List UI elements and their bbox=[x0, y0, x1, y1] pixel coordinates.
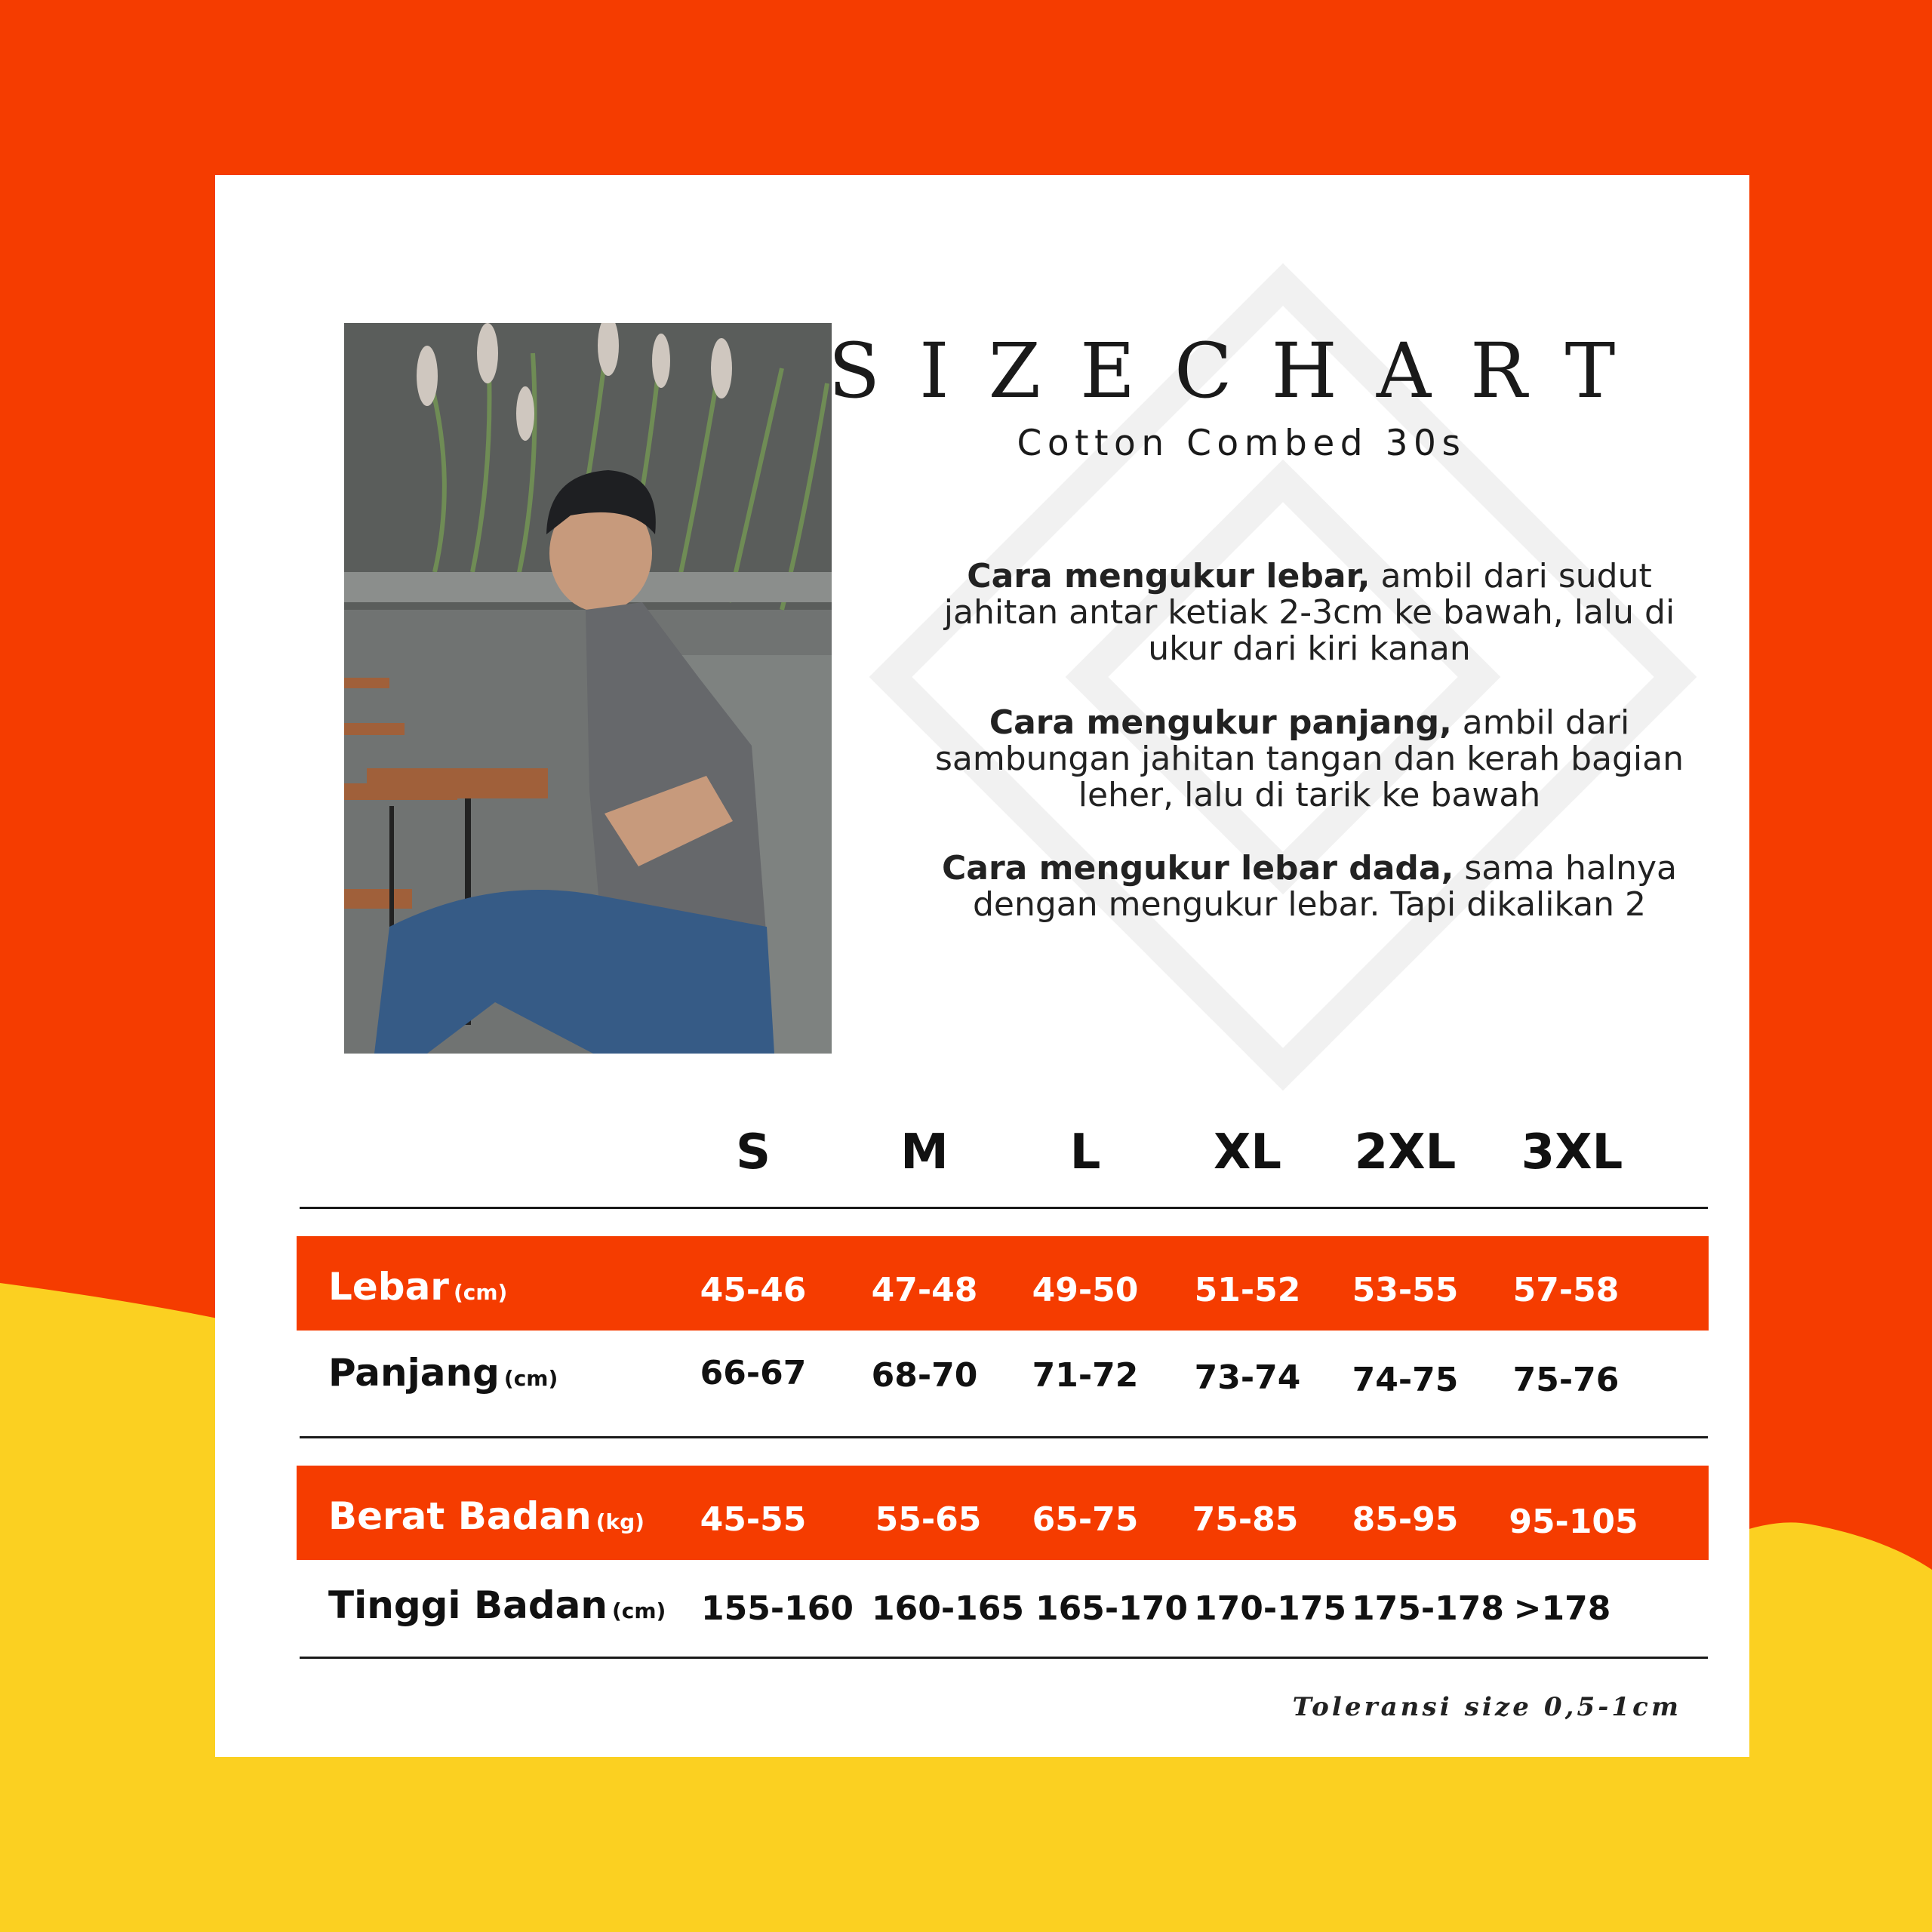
instruction-length: Cara mengukur panjang, ambil dari sambungan jahitan tangan dan kerah bagian leher, lalu di tarik ke bawah bbox=[934, 703, 1684, 814]
cell-panjang-m: 68-70 bbox=[871, 1356, 978, 1395]
model-photo bbox=[344, 323, 832, 1054]
cell-lebar-xl: 51-52 bbox=[1194, 1271, 1301, 1309]
cell-berat-l: 65-75 bbox=[1032, 1500, 1139, 1539]
cell-tinggi-3xl: >178 bbox=[1513, 1589, 1611, 1628]
cell-berat-2xl: 85-95 bbox=[1352, 1500, 1459, 1539]
cell-tinggi-s: 155-160 bbox=[701, 1589, 854, 1628]
cell-berat-s: 45-55 bbox=[700, 1500, 807, 1539]
cell-tinggi-2xl: 175-178 bbox=[1352, 1589, 1504, 1628]
divider-top bbox=[300, 1207, 1708, 1209]
divider-bottom bbox=[300, 1657, 1708, 1659]
cell-lebar-s: 45-46 bbox=[700, 1271, 807, 1309]
cell-panjang-2xl: 74-75 bbox=[1352, 1361, 1459, 1399]
tolerance-note: Toleransi size 0,5-1cm bbox=[1292, 1692, 1681, 1722]
cell-tinggi-l: 165-170 bbox=[1035, 1589, 1188, 1628]
cell-berat-xl: 75-85 bbox=[1192, 1500, 1299, 1539]
row-label-panjang: Panjang (cm) bbox=[328, 1351, 558, 1395]
row-label-tinggi-badan: Tinggi Badan (cm) bbox=[328, 1583, 666, 1627]
page-subtitle: Cotton Combed 30s bbox=[1017, 423, 1466, 464]
row-label-lebar: Lebar (cm) bbox=[328, 1265, 508, 1309]
cell-lebar-2xl: 53-55 bbox=[1352, 1271, 1459, 1309]
size-header-m: M bbox=[900, 1124, 949, 1180]
cell-lebar-3xl: 57-58 bbox=[1512, 1271, 1620, 1309]
size-chart-card bbox=[215, 175, 1749, 1757]
cell-lebar-l: 49-50 bbox=[1032, 1271, 1139, 1309]
cell-berat-m: 55-65 bbox=[875, 1500, 982, 1539]
size-header-xl: XL bbox=[1213, 1124, 1282, 1180]
cell-panjang-xl: 73-74 bbox=[1194, 1358, 1301, 1397]
size-header-2xl: 2XL bbox=[1354, 1124, 1457, 1180]
instruction-width: Cara mengukur lebar, ambil dari sudut jahitan antar ketiak 2-3cm ke bawah, lalu di ukur dari kiri kanan bbox=[943, 557, 1675, 668]
size-header-l: L bbox=[1069, 1124, 1101, 1180]
cell-berat-3xl: 95-105 bbox=[1509, 1503, 1638, 1541]
cell-tinggi-m: 160-165 bbox=[872, 1589, 1024, 1628]
page-title: SIZECHART bbox=[828, 327, 1655, 415]
cell-lebar-m: 47-48 bbox=[871, 1271, 978, 1309]
size-header-3xl: 3XL bbox=[1521, 1124, 1623, 1180]
instruction-chest-width: Cara mengukur lebar dada, sama halnya dengan mengukur lebar. Tapi dikalikan 2 bbox=[941, 849, 1677, 924]
divider-middle bbox=[300, 1436, 1708, 1438]
cell-tinggi-xl: 170-175 bbox=[1194, 1589, 1346, 1628]
cell-panjang-l: 71-72 bbox=[1032, 1356, 1139, 1395]
size-header-s: S bbox=[735, 1124, 771, 1180]
cell-panjang-3xl: 75-76 bbox=[1512, 1361, 1620, 1399]
cell-panjang-s: 66-67 bbox=[700, 1354, 807, 1392]
row-label-berat-badan: Berat Badan (kg) bbox=[328, 1494, 645, 1538]
